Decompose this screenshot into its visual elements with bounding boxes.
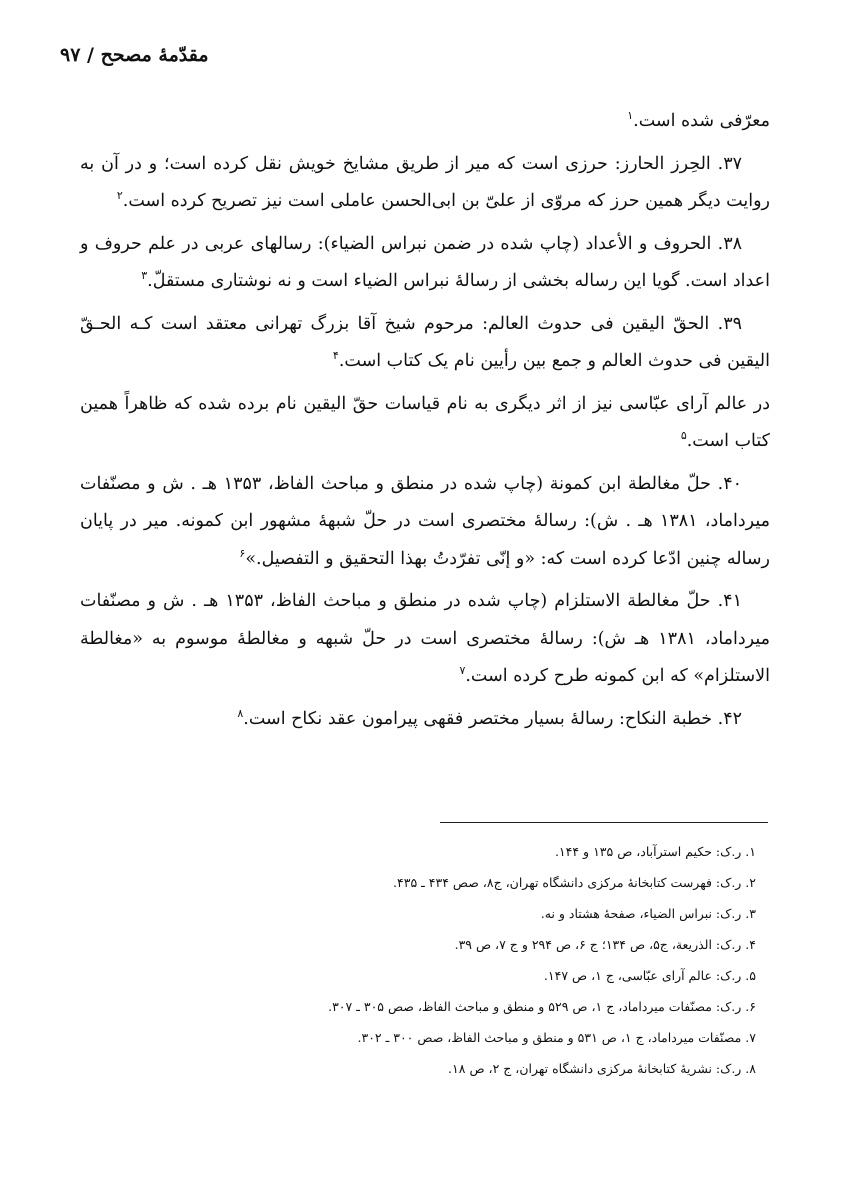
footnote-marker: ۵ [680, 429, 687, 443]
paragraph-text: ۴۱. حلّ مغالطة الاستلزام (چاپ شده در منطق و مباحث الفاظ، ۱۳۵۳ هـ . ش و مصنّفات میرداماد، ۱۳۸۱ هـ ش): رسالهٔ مختصری است در حلّ شبهه و مغالطهٔ موسوم به «مغالطة الاستلزام» که ابن کمونه طرح کرده است. [80, 591, 770, 686]
footnote-item: ۶. ر.ک: مصنّفات میرداماد، ج ۱، ص ۵۲۹ و منطق و مباحث الفاظ، صص ۳۰۵ ـ ۳۰۷. [328, 999, 756, 1014]
paragraph-text: ۳۹. الحقّ الیقین فی حدوث العالم: مرحوم شیخ آقا بزرگ تهرانی معتقد است کـه الحـقّ الیقین فی حدوث العالم و جمع بین رأیین نام یک کتاب است. [80, 313, 770, 371]
footnote-item: ۵. ر.ک: عالم آرای عبّاسی، ج ۱، ص ۱۴۷. [543, 968, 756, 983]
paragraph [80, 583, 770, 696]
paragraph-text: ۳۸. الحروف و الأعداد (چاپ شده در ضمن نبراس الضیاء): رسالهای عربی در علم حروف و اعداد است. گویا این رساله بخشی از رسالهٔ نبراس الضیاء است و نه نوشتاری مستقلّ. [80, 233, 770, 291]
footnote-marker: ۶ [239, 546, 246, 560]
paragraph-text: ۴۰. حلّ مغالطة ابن کمونة (چاپ شده در منطق و مباحث الفاظ، ۱۳۵۳ هـ . ش و مصنّفات میرداماد، ۱۳۸۱ هـ . ش): رسالهٔ مختصری است در حلّ شبههٔ مشهور ابن کمونه. میر در پایان رساله چنین ادّعا کرده است که: «و إنّی تفرّدتُ بهذا التحقیق و التفصیل.» [80, 473, 770, 569]
footnote-item: ۴. ر.ک: الذریعة، ج۵، ص ۱۳۴؛ ج ۶، ص ۲۹۴ و ج ۷، ص ۳۹. [454, 937, 756, 952]
paragraph-text: در عالم آرای عبّاسی نیز از اثر دیگری به نام قیاسات حقّ الیقین نام برده شده که ظاهراً همین کتاب است. [80, 393, 770, 451]
footnote-item: ۸. ر.ک: نشریهٔ کتابخانهٔ مرکزی دانشگاه تهران، ج ۲، ص ۱۸. [448, 1061, 756, 1076]
paragraph-text: ۳۷. الحِرز الحارز: حرزی است که میر از طریق مشایخ خویش نقل کرده است؛ و در آن به روایت دیگر همین حرز که مروّی از علیّ بن ابی‌الحسن عاملی است نیز تصریح کرده است. [80, 153, 770, 211]
paragraph [80, 701, 770, 739]
footnote-marker: ۸ [237, 706, 244, 720]
footnote-item: ۳. ر.ک: نبراس الضیاء، صفحهٔ هشتاد و نه. [540, 906, 756, 921]
paragraph-text: ۴۲. خطبة النکاح: رسالهٔ بسیار مختصر فقهی پیرامون عقد نکاح است. [243, 708, 742, 729]
footnote-marker: ۲ [116, 189, 123, 203]
footnote-marker: ۴ [332, 349, 339, 363]
footnote-marker: ۳ [141, 269, 148, 283]
paragraph-text: معرّفی شده است. [633, 111, 770, 131]
paragraph [80, 226, 770, 301]
footnotes [80, 836, 770, 1084]
footnote-item: ۷. مصنّفات میرداماد، ج ۱، ص ۵۳۱ و منطق و مباحث الفاظ، صص ۳۰۰ ـ ۳۰۲. [357, 1030, 756, 1045]
paragraph [80, 146, 770, 221]
paragraph [80, 466, 770, 579]
footnote-marker: ۱ [627, 109, 634, 123]
paragraph [80, 306, 770, 381]
body-text [80, 103, 770, 743]
footnote-item: ۱. ر.ک: حکیم استرآباد، ص ۱۳۵ و ۱۴۴. [554, 844, 756, 859]
paragraph [80, 103, 770, 141]
footnote-marker: ۷ [459, 664, 466, 678]
paragraph [80, 386, 770, 461]
footnote-separator [440, 822, 768, 823]
running-header: مقدّمهٔ مصحح / ۹۷ [60, 44, 209, 66]
footnote-item: ۲. ر.ک: فهرست کتابخانهٔ مرکزی دانشگاه تهران، ج۸، صص ۴۳۴ ـ ۴۳۵. [393, 875, 756, 890]
